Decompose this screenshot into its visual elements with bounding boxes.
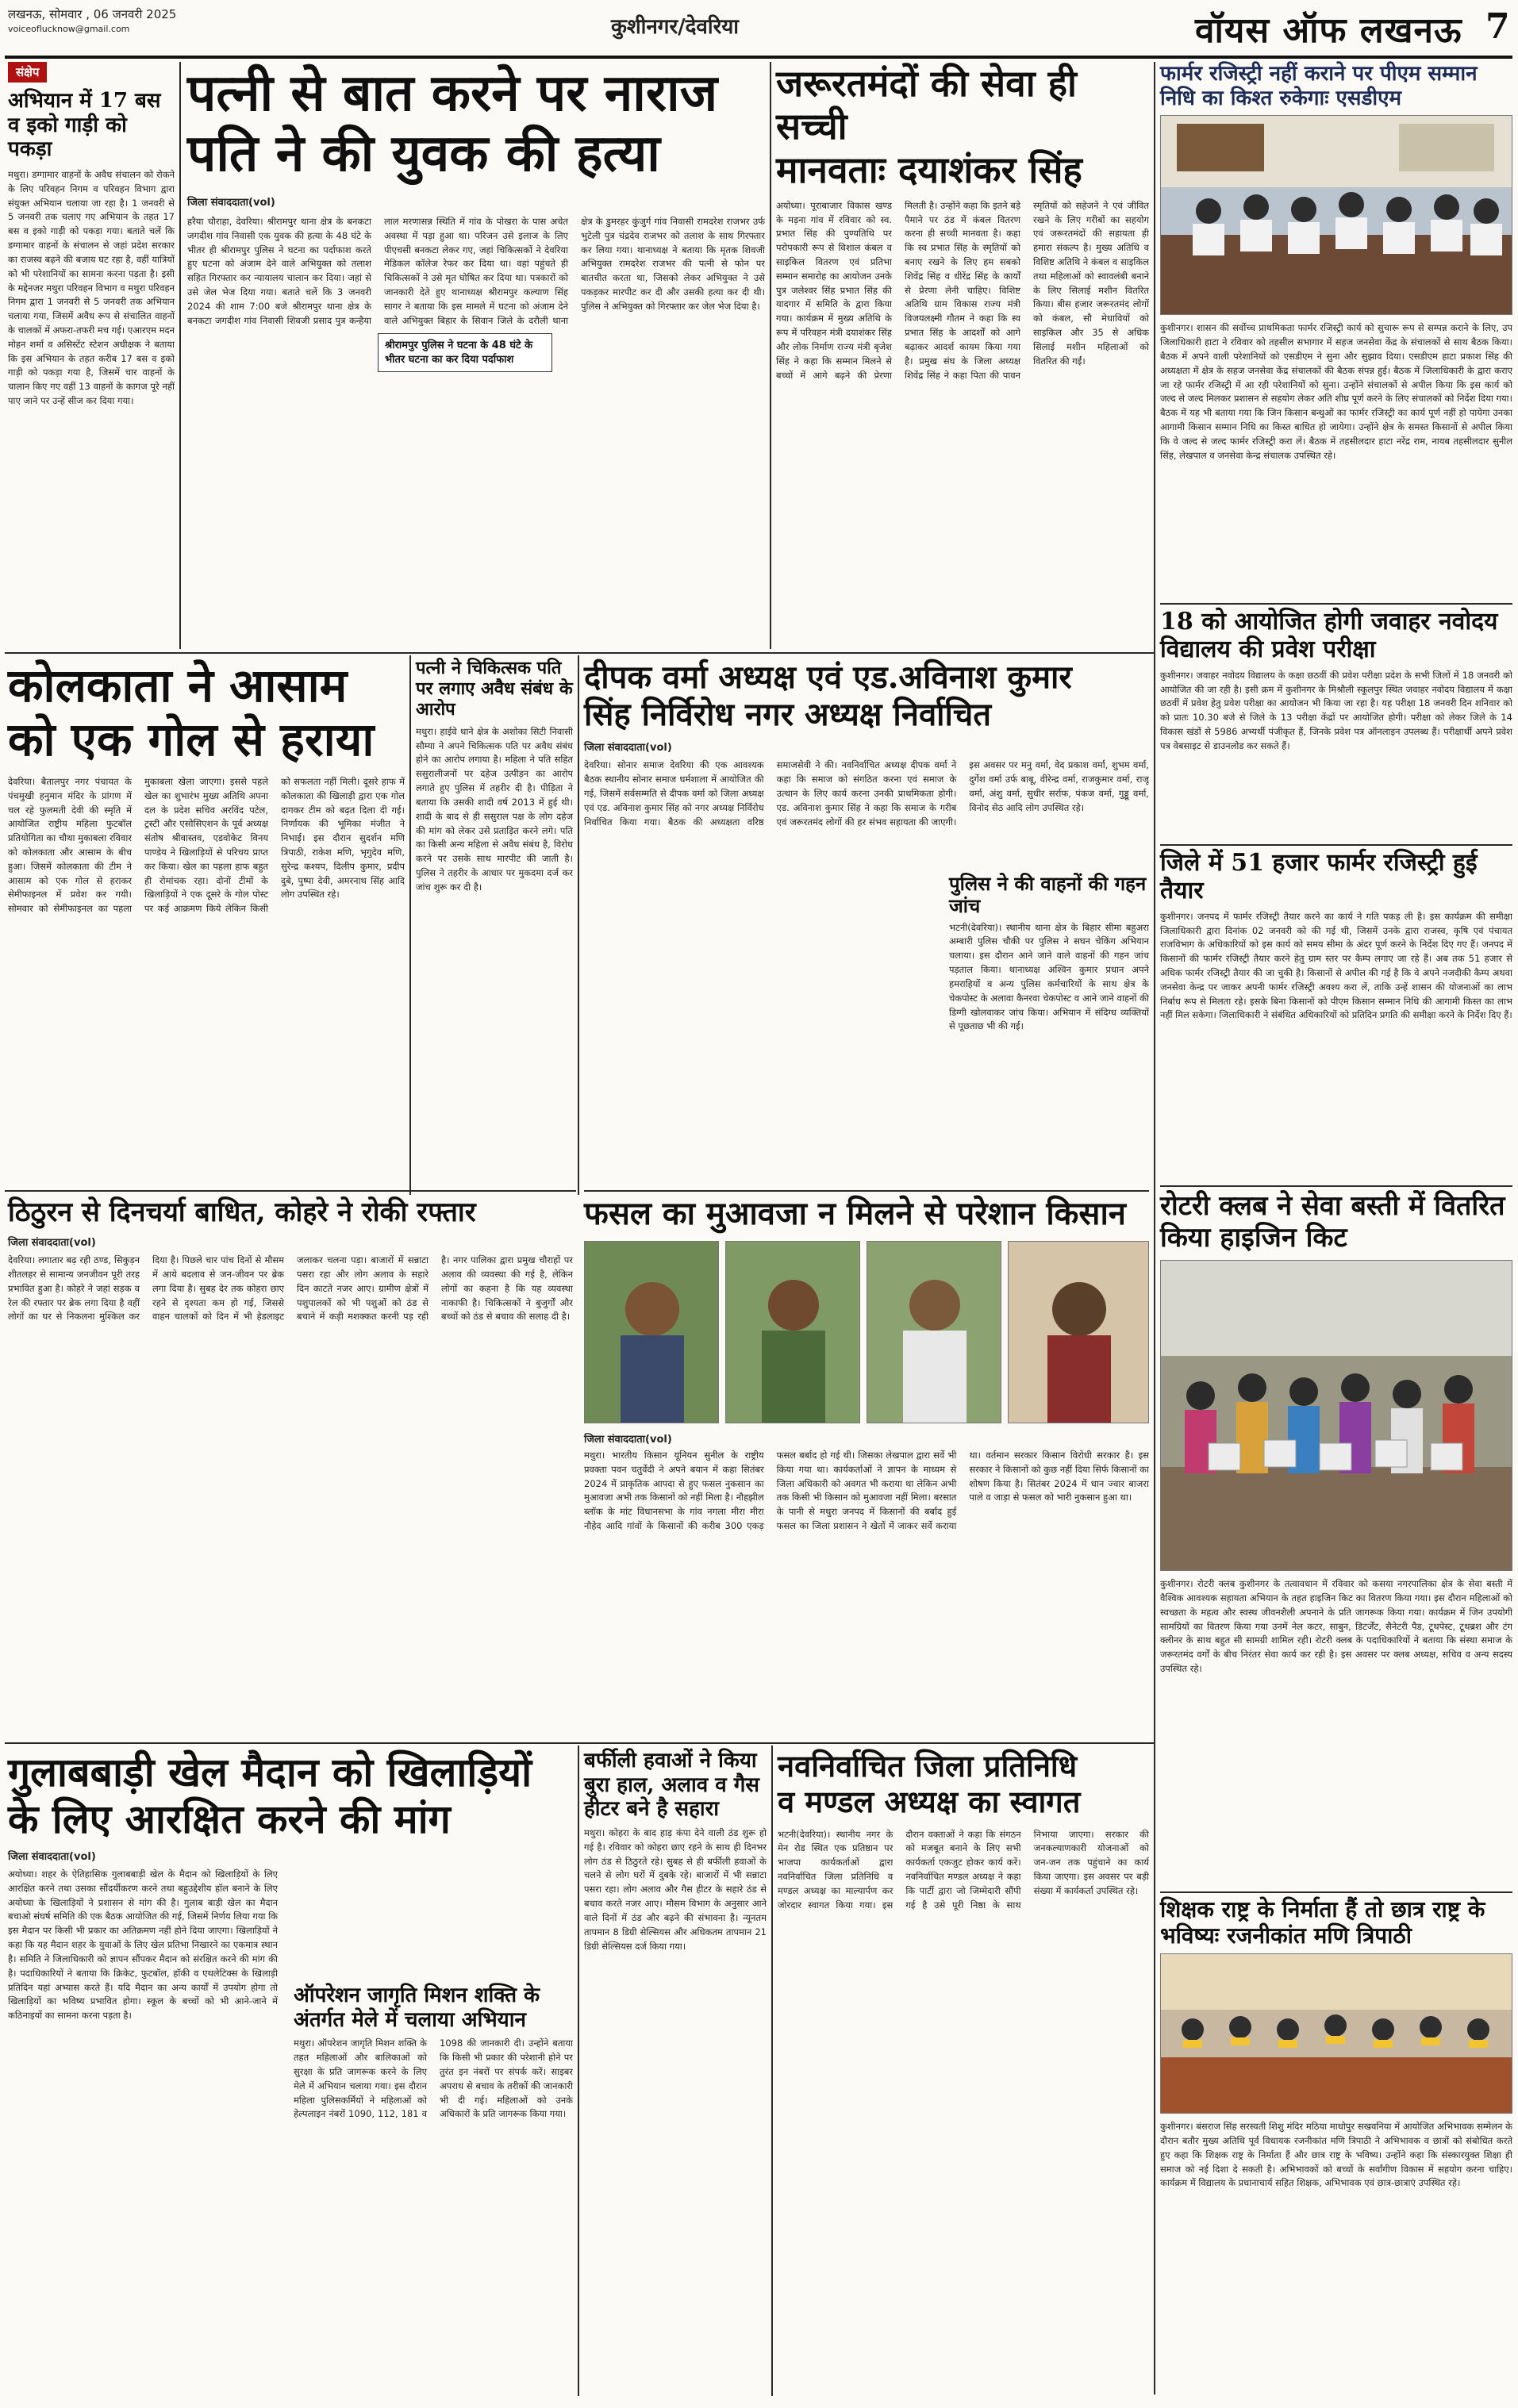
- brief-tag: संक्षेप: [8, 62, 47, 83]
- story-farmer-registry: [1160, 62, 1512, 609]
- affair-body: मथुरा। हाईवे थाने क्षेत्र के अशोका सिटी निवासी सौम्या ने अपने चिकित्सक पति पर अवैध संबंध होने का आरोप लगाया है। महिला ने पति सहित ससुरालीजनों पर दहेज उत्पीड़न का आरोप लगाते हुए पुलिस में तहरीर दी है। पीड़िता ने बताया कि उसकी शादी वर्ष 2013 में हुई थी। शादी के बाद से ही ससुराल पक्ष के लोग दहेज की मांग को लेकर उसे प्रताड़ित करने लगे। पति का किसी अन्य महिला से अवैध संबंध है, विरोध करने पर उसके साथ मारपीट की जाती है। पुलिस ने तहरीर के आधार पर मुकदमा दर्ज कर जांच शुरू कर दी है।: [416, 725, 573, 893]
- murder-pullquote: श्रीरामपुर पुलिस ने घटना के 48 घंटे के भीतर घटना का कर दिया पर्दाफाश: [378, 333, 552, 372]
- farmer-photo-3: [867, 1241, 1001, 1423]
- sidebar-brief: [8, 62, 175, 649]
- masthead-date: लखनऊ, सोमवार , 06 जनवरी 2025: [8, 7, 177, 21]
- seva-headline-1: जरूरतमंदों की सेवा ही सच्ची: [776, 62, 1077, 148]
- barf-body: मथुरा। कोहरा के बाद हाड़ कंपा देने वाली ठंड शुरू हो गई है। रविवार को कोहरा छाए रहने के साथ ही दिनभर लोग ठंड से ठिठुरते रहे। सुबह से ही बर्फीली हवाओं के चलने से लोग घरों में दुबके रहे। बाजारों में भी सन्नाटा पसरा रहा। लोग अलाव और गैस हीटर के सहारे ठंड से बचाव करते नजर आए। मौसम विभाग के अनुसार आने वाले दिनों में ठंड और बढ़ने की संभावना है। न्यूनतम तापमान 8 डिग्री सेल्सियस और अधिकतम तापमान 21 डिग्री सेल्सियस दर्ज किया गया।: [584, 1827, 767, 1952]
- teacher-headline: शिक्षक राष्ट्र के निर्माता हैं तो छात्र राष्ट्र के भविष्यः रजनीकांत मणि त्रिपाठी: [1160, 1896, 1485, 1949]
- brief-headline: अभियान में 17 बस व इको गाड़ी को पकड़ा: [8, 89, 161, 162]
- story-kisan: [584, 1195, 1149, 1742]
- story-teacher: [1160, 1896, 1512, 2396]
- masthead-email: voiceoflucknow@gmail.com: [8, 24, 130, 34]
- divider: [771, 1746, 773, 2396]
- seva-body: अयोध्या। पूराबाजार विकास खण्ड के मड़ना गांव में रविवार को स्व. प्रभात सिंह की पुण्यतिथि पर परोपकारी रूप से विशाल कंबल व साइकिल वितरण एवं प्रतिभा सम्मान समारोह का आयोजन उनके पुत्र जलेश्वर सिंह प्रभात सिंह की यादगार में समिति के द्वारा किया गया। कार्यक्रम में मुख्य अतिथि के रूप में परिवहन मंत्री दयाशंकर सिंह और लोक निर्माण राज्य मंत्री बृजेश सिंह ने कहा कि सम्मान मिलने से बच्चों में आगे बढ़ने की प्रेरणा मिलती है। उन्होंने कहा कि इतने बड़े पैमाने पर ठंड में कंबल वितरण करना ही सच्ची मानवता है। कहा कि स्व प्रभात सिंह के स्मृतियों को बनाए रखने के लिए हम सबको शिवेंद्र सिंह व धीरेंद्र सिंह के कार्यों से प्रेरणा लेनी चाहिए। विशिष्ट अतिथि ग्राम विकास राज्य मंत्री विजयलक्ष्मी गौतम ने कहा कि स्व प्रभात सिंह के आदर्शों को आगे बढ़ाकर आदर्श कायम किया गया है। प्रमुख संघ के जिला अध्यक्ष शिवेंद्र सिंह ने कहा पिता की पावन स्मृतियों को सहेजने ने एवं जीवित रखने के लिए गरीबों का सहयोग एवं जरूरतमंदों की सहायता ही हमारा संकल्प है। मुख्य अतिथि व विशिष्ट अतिथि ने कंबल व साइकिल तथा महिलाओं को स्वावलंबी बनाने के लिए सिलाई मशीन वितरित किया। बीस हजार जरूरतमंद लोगों को कंबल, सौ मेधावियों को साइकिल और 35 से अधिक सिलाई मशीन महिलाओं को वितरित की गईं।: [776, 199, 1149, 381]
- story-kohra: [8, 1196, 573, 1704]
- page-number: 7: [1485, 6, 1510, 47]
- farmer-photo-1: [584, 1241, 719, 1423]
- farmer-registry-headline: फार्मर रजिस्ट्री नहीं कराने पर पीएम सम्मान निधि का किश्त रुकेगाः एसडीएम: [1160, 62, 1478, 110]
- teacher-photo: [1160, 1953, 1512, 2114]
- rotary-body: कुशीनगर। रोटरी क्लब कुशीनगर के तत्वावधान में रविवार को कसया नगरपालिका क्षेत्र के सेवा बस्ती में वैश्विक आवश्यक सहायता अभियान के तहत हाइजिन किट का वितरण किया गया। इस दौरान महिलाओं को स्वच्छता के महत्व और स्वस्थ जीवनशैली अपनाने के प्रति जागरूक किया गया। कार्यक्रम में जिन उपयोगी सामग्रियों का वितरण किया गया उनमें नेल कटर, साबुन, डिटर्जेंट, सैनेटरी पैड, टूथपेस्ट, टूथब्रश और टंग क्लीनर के साथ बहुत सी सामग्री शामिल रही। रोटरी क्लब के पदाधिकारियों ने बताया कि संस्था समाज के जरूरतमंद वर्गों के बीच निरंतर सेवा कार्य कर रही है। इस अवसर पर क्लब अध्यक्ष, सचिव व अन्य सदस्य उपस्थित रहे।: [1160, 1578, 1512, 1675]
- kisan-headline: फसल का मुआवजा न मिलने से परेशान किसान: [584, 1195, 1126, 1232]
- navodaya-body: कुशीनगर। जवाहर नवोदय विद्यालय के कक्षा छठवीं की प्रवेश परीक्षा प्रदेश के सभी जिलों में 18 जनवरी को आयोजित की जा रही है। इसी क्रम में कुशीनगर के मिश्रौली स्कूलपुर स्थित जवाहर नवोदय विद्यालय में कक्षा छठवीं में प्रवेश हेतु प्रवेश परीक्षा का आयोजन भी किया जा रहा है। यह परीक्षा 18 जनवरी दिन शनिवार को को प्रातः 10.30 बजे से जिले के 13 परीक्षा केंद्रों पर आयोजित होगी। परीक्षा को लेकर जिले के 14 विकास खंडों से 5986 अभ्यर्थी पंजीकृत हैं, जिनके प्रवेश पत्र ऑनलाइन उपलब्ध हैं। परीक्षार्थी अपने प्रवेश पत्र वेबसाइट से डाउनलोड कर सकते हैं।: [1160, 669, 1512, 751]
- story-welcome: [778, 1749, 1149, 2399]
- election-headline-1: दीपक वर्मा अध्यक्ष एवं एड.अविनाश कुमार: [584, 659, 1072, 696]
- police-headline: पुलिस ने की वाहनों की गहन जांच: [949, 872, 1147, 918]
- rotary-headline: रोटरी क्लब ने सेवा बस्ती में वितरित किया हाइजिन किट: [1160, 1190, 1505, 1254]
- murder-headline-2: पति ने की युवक की हत्या: [187, 123, 660, 183]
- kohra-headline: ठिठुरन से दिनचर्या बाधित, कोहरे ने रोकी रफ्तार: [8, 1196, 476, 1228]
- story-operation: [294, 1888, 573, 2396]
- kohra-body: देवरिया। लगातार बढ़ रही ठण्ड, सिकुड़न शीतलहर से सामान्य जनजीवन पूरी तरह प्रभावित हुआ है। कोहरे ने जहां सड़क व रेल की रफ्तार पर ब्रेक लगा दिया है वहीं लोगों का घर से निकलना मुश्किल कर दिया है। पिछले चार पांच दिनों से मौसम में आये बदलाव से जन-जीवन पर ब्रेक लगा दिया है। सुबह देर तक कोहरा छाए रहने से दृश्यता कम हो गई, जिससे वाहन चालकों को दिन में भी हेडलाइट जलाकर चलना पड़ा। बाजारों में सन्नाटा पसरा रहा और लोग अलाव के सहारे दिन काटते नजर आए। ग्रामीण क्षेत्रों में पशुपालकों को भी पशुओं को ठंड से बचाने में कड़ी मशक्कत करनी पड़ रही है। नगर पालिका द्वारा प्रमुख चौराहों पर अलाव की व्यवस्था की गई है, लेकिन लोगों का कहना है कि यह व्यवस्था नाकाफी है। चिकित्सकों ने बुजुर्गों और बच्चों को ठंड से बचाव की सलाह दी है।: [8, 1254, 573, 1323]
- story-rotary: [1160, 1190, 1512, 1888]
- election-byline: जिला संवाददाता(vol): [584, 742, 672, 755]
- operation-body: मथुरा। ऑपरेशन जागृति मिशन शक्ति के तहत महिलाओं और बालिकाओं को सुरक्षा के प्रति जागरूक करने के लिए मेले में अभियान चलाया गया। इस दौरान महिला पुलिसकर्मियों ने महिलाओं को हेल्पलाइन नंबरों 1090, 112, 181 व 1098 की जानकारी दी। उन्होंने बताया कि किसी भी प्रकार की परेशानी होने पर तुरंत इन नंबरों पर संपर्क करें। साइबर अपराध से बचाव के तरीकों की जानकारी भी दी गई। महिलाओं को उनके अधिकारों के प्रति जागरूक किया गया।: [294, 2037, 573, 2120]
- election-headline-2: सिंह निर्विरोध नगर अध्यक्ष निर्वाचित: [584, 696, 992, 734]
- police-body: भटनी(देवरिया)। स्थानीय थाना क्षेत्र के बिहार सीमा बहुअरा अम्बारी पुलिस चौकी पर पुलिस ने सघन चेकिंग अभियान चलाया। इस दौरान आने जाने वाले वाहनों की गहन जांच पड़ताल किया। थानाध्यक्ष अश्विन कुमार प्रधान अपने हमराहियों व अन्य पुलिस कर्मचारियों के साथ क्षेत्र के चेकपोस्ट के अलावा कैनरवा चेकपोस्ट व आने जाने वाहनों की डिग्गी खोलवाकर जांच किया। अभियान में संदिग्ध व्यक्तियों से पूछताछ भी की गई।: [949, 921, 1149, 1032]
- affair-headline: पत्नी ने चिकित्सक पति पर लगाए अवैध संबंध के आरोप: [416, 658, 573, 720]
- kisan-photos: [584, 1241, 1149, 1423]
- divider: [409, 655, 411, 1195]
- divider: [5, 1190, 576, 1192]
- ground-headline-2: के लिए आरक्षित करने की मांग: [8, 1795, 451, 1842]
- divider: [1160, 1185, 1512, 1187]
- registry-51-body: कुशीनगर। जनपद में फार्मर रजिस्ट्री तैयार करने का कार्य ने गति पकड़ ली है। इस कार्यक्रम की समीक्षा जिलाधिकारी द्वारा दिनांक 02 जनवरी को की गई थी, जिसमें उनके द्वारा राजस्व, कृषि एवं पंचायत राजविभाग के अधिकारियों को इस कार्य को समय सीमा के अंदर पूर्ण करने के निर्देश दिए गए हैं। जनपद में किसानों की फार्मर रजिस्ट्री तैयार करने हेतु ग्राम स्तर पर कैम्प लगाए जा रहे हैं। अब तक 51 हजार से अधिक फार्मर रजिस्ट्री तैयार की जा चुकी है। किसानों से अपील की गई है कि वे अपने नजदीकी कैम्प अथवा जनसेवा केन्द्र पर जाकर अपनी फार्मर रजिस्ट्री अवश्य करा लें, ताकि उन्हें शासन की योजनाओं का लाभ निर्बाध रूप से मिलता रहे। इसके बिना किसानों को पीएम किसान सम्मान निधि की आगामी किस्त का लाभ नहीं मिल सकेगा। जिलाधिकारी ने संबंधित अधिकारियों को प्रतिदिन प्रगति की समीक्षा करने के निर्देश दिए हैं।: [1160, 910, 1512, 1021]
- seva-headline-2: मानवताः दयाशंकर सिंह: [776, 148, 1082, 191]
- section-title: कुशीनगर/देवरिया: [611, 15, 740, 39]
- masthead-rule: [5, 56, 1512, 59]
- navodaya-headline: 18 को आयोजित होगी जवाहर नवोदय विद्यालय की प्रवेश परीक्षा: [1160, 608, 1498, 664]
- rotary-photo: [1160, 1260, 1512, 1571]
- kisan-body: मथुरा। भारतीय किसान यूनियन सुनील के राष्ट्रीय प्रवक्ता पवन चतुर्वेदी ने अपने बयान में कहा सितंबर 2024 में प्राकृतिक आपदा से हुए फसल नुकसान का मुआवजा अभी तक किसानों को नहीं मिला है। नौहझील ब्लॉक के मांट विधानसभा के गांव नगला मीरा मीरा नौहेद आदि गांवों के किसानों की करीब 300 एकड़ फसल बर्बाद हो गई थी। जिसका लेखपाल द्वारा सर्वे भी किया गया था। कार्यकर्ताओं ने ज्ञापन के माध्यम से जिला अधिकारी को अवगत भी कराया था लेकिन अभी तक किसी भी किसान को मुआवजा नहीं मिला। बरसात के पानी से मथुरा जनपद में किसानों की बर्बाद हुई फसल का जिला प्रशासन ने खेतों में जाकर सर्वे कराया था। वर्तमान सरकार किसान विरोधी सरकार है। इस सरकार ने किसानों को कुछ नहीं दिया सिर्फ किसानों का शोषण किया है। सितंबर 2024 में धान ज्वार बाजरा पाले व जाड़ा से फसल को भारी नुकसान हुआ था।: [584, 1450, 1149, 1532]
- story-registry-51: [1160, 849, 1512, 1182]
- farmer-photo-4: [1008, 1241, 1149, 1423]
- story-affair: [416, 659, 573, 1174]
- divider: [1160, 603, 1512, 605]
- ground-headline-1: गुलाबबाड़ी खेल मैदान को खिलाड़ियों: [8, 1749, 532, 1795]
- divider: [1154, 62, 1155, 2395]
- story-murder: [187, 63, 765, 643]
- kolkata-body: देवरिया। बैतालपुर नगर पंचायत के पंचमुखी हनुमान मंदिर के प्रांगण में चल रहे फुलमती देवी की स्मृति में आयोजित राष्ट्रीय महिला फुटबॉल प्रतियोगिता का चौथा मुकाबला रविवार को कोलकाता और आसाम के बीच हुआ। जिसमें कोलकाता की टीम ने आसाम को एक गोल से हराकर सेमीफाइनल में प्रवेश कर गयी। सोमवार को सेमीफाइनल का पहला मुकाबला खेला जाएगा। इससे पहले खेल का शुभारंभ मुख्य अतिथि अपना दल के प्रदेश सचिव अरविंद पटेल, ट्रस्टी और एसोसिएशन के पूर्व अध्यक्ष संतोष श्रीवास्तव, एडवोकेट विनय पाण्डेय ने खिलाड़ियों से परिचय प्राप्त कर किया। खेल का पहला हाफ बहुत ही रोमांचक रहा। दोनों टीमों के खिलाड़ियों ने एक दूसरे के गोल पोस्ट पर कई आक्रमण किये लेकिन किसी को सफलता नहीं मिली। दूसरे हाफ में कोलकाता की खिलाड़ी द्वारा एक गोल दागकर टीम को बढ़त दिला दी गई। निर्णायक की भूमिका मंजीत ने निभाई। इस दौरान सुदर्शन मणि त्रिपाठी, राकेश मणि, भृगुदेव मणि, सुरेन्द्र कश्यप, दिलीप कुमार, प्रदीप दुबे, पुष्पा देवी, अमरनाथ सिंह आदि लोग उपस्थित रहे।: [8, 775, 405, 915]
- welcome-headline-1: नवनिर्वाचित जिला प्रतिनिधि: [778, 1748, 1078, 1784]
- kolkata-headline-2: को एक गोल से हराया: [8, 712, 375, 767]
- divider: [584, 1190, 1149, 1192]
- welcome-headline-2: व मण्डल अध्यक्ष का स्वागत: [778, 1783, 1081, 1819]
- story-police: [949, 873, 1149, 1182]
- operation-headline: ऑपरेशन जागृति मिशन शक्ति के अंतर्गत मेले में चलाया अभियान: [294, 1984, 540, 2032]
- ground-body-cont: [294, 1888, 573, 1984]
- kohra-byline: जिला संवाददाता(vol): [8, 1237, 96, 1250]
- meeting-photo: [1160, 115, 1512, 315]
- ground-byline: जिला संवाददाता(vol): [8, 1851, 96, 1863]
- story-seva: [776, 62, 1149, 649]
- kisan-byline: जिला संवाददाता(vol): [584, 1434, 672, 1446]
- divider: [5, 1742, 1154, 1744]
- brand-name: वॉयस ऑफ लखनऊ: [1195, 10, 1462, 51]
- kolkata-headline-1: कोलकाता ने आसाम: [8, 659, 348, 712]
- story-kolkata: [8, 659, 405, 1150]
- registry-51-headline: जिले में 51 हजार फार्मर रजिस्ट्री हुई तैयार: [1160, 849, 1478, 905]
- election-body: देवरिया। सोनार समाज देवरिया की एक आवश्यक बैठक स्थानीय सोनार समाज धर्मशाला में आयोजित की गई, जिसमें सर्वसम्मति से दीपक वर्मा को जिला अध्यक्ष एवं एड. अविनाश कुमार सिंह को नगर अध्यक्ष निर्विरोध निर्वाचित किया गया। बैठक की अध्यक्षता वरिष्ठ समाजसेवी ने की। नवनिर्वाचित अध्यक्ष दीपक वर्मा ने कहा कि समाज को संगठित करना एवं समाज के उत्थान के लिए कार्य करना उनकी प्राथमिकता होगी। एड. अविनाश कुमार सिंह ने कहा कि समाज के गरीब एवं जरूरतमंद लोगों की हर संभव सहायता की जाएगी। इस अवसर पर मनु वर्मा, वेद प्रकाश वर्मा, शुभम वर्मा, दुर्गेश वर्मा उर्फ बाबू, वीरेन्द्र वर्मा, राजकुमार वर्मा, राजू वर्मा, अंशु वर्मा, सुधीर सर्राफ, पंकज वर्मा, गुड्डू वर्मा, विनोद सेठ आदि लोग उपस्थित रहे।: [584, 759, 1149, 828]
- story-barf: [584, 1749, 767, 2399]
- divider: [179, 62, 181, 649]
- farmer-photo-2: [725, 1241, 860, 1423]
- story-navodaya: [1160, 608, 1512, 846]
- teacher-body: कुशीनगर। बंसराज सिंह सरस्वती शिशु मंदिर मठिया माधोपुर सखवनिया में आयोजित अभिभावक सम्मेलन के दौरान बतौर मुख्य अतिथि पूर्व विधायक रजनीकांत मणि त्रिपाठी ने अभिभावक व छात्रों को संबोधित करते हुए कहा कि शिक्षक राष्ट्र के निर्माता हैं और छात्र राष्ट्र के भविष्य। उन्होंने कहा कि संस्कारयुक्त शिक्षा ही समाज को नई दिशा दे सकती है। अभिभावकों को बच्चों के सर्वांगीण विकास में सहयोग करना चाहिए। कार्यक्रम में विद्यालय के प्रधानाचार्य सहित शिक्षक, अभिभावक एवं छात्र-छात्राएं उपस्थित रहे।: [1160, 2121, 1512, 2189]
- murder-headline-1: पत्नी से बात करने पर नाराज: [187, 63, 718, 123]
- brief-body: मथुरा। डग्गामार वाहनों के अवैध संचालन को रोकने के लिए परिवहन निगम व परिवहन विभाग द्वारा संयुक्त अभियान चलाया जा रहा है। 1 जनवरी से 5 जनवरी तक चलाए गए अभियान के तहत 17 बस व इको गाड़ी को पकड़ा गया। बताते चलें कि डग्गामार वाहनों के संचालन से जहां प्रदेश सरकार का राजस्व बढ़ने की बजाय घट रहा है, वहीं यात्रियों को भी परेशानियों का सामना करना पड़ता है। इसी के मद्देनजर मथुरा परिवहन विभाग व मथुरा परिवहन निगम द्वारा 1 जनवरी से 5 जनवरी तक अभियान चलाया गया, जिसमें अवैध रूप से संचालित वाहनों के चालकों में अफरा-तफरी मच गई। एआरएम मदन मोहन शर्मा व असिस्टेंट स्टेशन अधीक्षक ने बताया कि इस अभियान के तहत करीब 17 बस व इको गाड़ी को पकड़ा गया है, जिसमें चार वाहनों के चालान किए गए वहीं 13 वाहनों के कागज पूरे नहीं पाए जाने पर उन्हें सीज कर दिया गया।: [8, 169, 175, 407]
- divider: [5, 652, 1154, 654]
- murder-byline: जिला संवाददाता(vol): [187, 197, 275, 209]
- divider: [578, 1746, 579, 2396]
- welcome-body: भटनी(देवरिया)। स्थानीय नगर के मेन रोड स्थित एक प्रतिष्ठान पर भाजपा कार्यकर्ताओं द्वारा नवनिर्वाचित जिला प्रतिनिधि व मण्डल अध्यक्ष का माल्यार्पण कर जोरदार स्वागत किया गया। इस दौरान वक्ताओं ने कहा कि संगठन को मजबूत बनाने के लिए सभी कार्यकर्ता एकजुट होकर कार्य करें। नवनिर्वाचित मण्डल अध्यक्ष ने कहा कि पार्टी द्वारा जो जिम्मेदारी सौंपी गई है उसे पूरी निष्ठा के साथ निभाया जाएगा। सरकार की जनकल्याणकारी योजनाओं को जन-जन तक पहुंचाने का कार्य किया जाएगा। इस अवसर पर बड़ी संख्या में कार्यकर्ता उपस्थित रहे।: [778, 1828, 1149, 1911]
- farmer-registry-body: कुशीनगर। शासन की सर्वोच्च प्राथमिकता फार्मर रजिस्ट्री कार्य को सुचारू रूप से सम्पन्न कराने के लिए, उप जिलाधिकारी हाटा ने रविवार को तहसील सभागार में सहज जनसेवा केंद्र के संचालकों से साथ बैठक किया। बैठक में अपने वाली परेशानियों को एसडीएम ने सुना और सुझाव दिया। एसडीएम हाटा प्रकाश सिंह की अध्यक्षता में क्षेत्र के सहज जनसेवा केंद्र संचालकों की बैठक संपन्न हुई। बैठक में जिलाधिकारी के द्वारा कराए जा रहे फार्मर रजिस्ट्री में आ रही परेशानियों को सुना। उन्होंने संचालकों से अपील किया कि इस कार्य को जल्द से जल्द मिलकर प्रशासन से सहयोग लेकर अति शीघ्र पूर्ण करने के लिए संचालकों को निर्देश दिया गया। बैठक में यह भी बताया गया कि जिन किसान बन्धुओं का फार्मर रजिस्ट्री का कार्य पूर्ण नहीं हो पायेगा उनका आगामी किसान सम्मान निधि का किस्त बाधित हो जायेगा। उन्होंने क्षेत्र के समस्त किसानों से अपील किया कि वे जल्द से जल्द फार्मर रजिस्ट्री करा लें। बैठक में तहसीलदार हाटा नरेंद्र राम, नायब तहसीलदार सुनील सिंह, लेखपाल व जनसेवा केन्द्र संचालक उपस्थित रहे।: [1160, 322, 1512, 461]
- ground-body: अयोध्या। शहर के ऐतिहासिक गुलाबबाड़ी खेल के मैदान को खिलाड़ियों के लिए आरक्षित करने तथा उसका सौंदर्यीकरण करने तथा बहुउद्देशीय हॉल बनाने के लिए अयोध्या के खिलाड़ियों ने प्रशासन से मांग की है। गुलाब बाड़ी खेल का मैदान बचाओ संघर्ष समिति की एक बैठक आयोजित की गई, जिसमें निर्णय लिया गया कि इस मैदान पर किसी भी प्रकार का अतिक्रमण नहीं होने दिया जाएगा। खिलाड़ियों ने कहा कि यह मैदान शहर के युवाओं के लिए खेल प्रतिभा निखारने का एकमात्र स्थान है। समिति ने जिलाधिकारी को ज्ञापन सौंपकर मैदान को संरक्षित करने की मांग की है। पदाधिकारियों ने बताया कि क्रिकेट, फुटबॉल, हॉकी व एथलेटिक्स के खिलाड़ी प्रतिदिन यहां अभ्यास करते हैं। यदि मैदान का अन्य कार्यों में उपयोग होगा तो खिलाड़ियों का भविष्य प्रभावित होगा। स्कूल के बच्चों को भी आने-जाने में कठिनाइयों का सामना करना पड़ता है।: [8, 1868, 278, 2022]
- murder-body: हरैया चौराहा, देवरिया। श्रीरामपुर थाना क्षेत्र के बनकटा जगदीश गांव निवासी एक युवक की हत्या के 48 घंटे के भीतर ही श्रीरामपुर पुलिस ने घटना का पर्दाफाश करते हुए घटना को अंजाम देने वाले अभियुक्त को तलाश सहित गिरफ्तार कर न्यायालय चालान कर दिया। जहां से उसे जेल भेज दिया गया। बताते चलें कि 3 जनवरी 2024 की शाम 7:00 बजे श्रीरामपुर थाना क्षेत्र के बनकटा जगदीश गांव निवासी शिवजी प्रसाद पुत्र कन्हैया लाल मरणासन्न स्थिति में गांव के पोखरा के पास अचेत अवस्था में पड़ा हुआ था। परिजन उसे इलाज के लिए पीएचसी बनकटा लेकर गए, जहां चिकित्सकों ने देवरिया मेडिकल कॉलेज रेफर कर दिया था। वहां पहुंचते ही चिकित्सकों ने उसे मृत घोषित कर दिया था। पत्रकारों को जानकारी देते हुए थानाध्यक्ष श्रीरामपुर कल्याण सिंह सागर ने बताया कि इस मामले में घटना को अंजाम देने वाले अभियुक्त बिहार के सिवान जिले के दरौली थाना क्षेत्र के डुमरहर कुंजुर्ग गांव निवासी रामदरेश राजभर उर्फ भुटेली पुत्र चंद्रदेव राजभर को तलाश के साथ गिरफ्तार कर लिया गया। थानाध्यक्ष ने बताया कि मृतक शिवजी अभियुक्त रामदरेश राजभर की पत्नी से फोन पर बातचीत करता था, जिसको लेकर अभियुक्त ने उसे पकड़कर मारपीट कर दी और उसकी हत्या कर दी थी। पुलिस ने अभियुक्त को गिरफ्तार कर जेल भेज दिया है।: [187, 216, 765, 326]
- barf-headline: बर्फीली हवाओं ने किया बुरा हाल, अलाव व गैस हीटर बने है सहारा: [584, 1749, 759, 1822]
- divider: [1160, 844, 1512, 846]
- divider: [770, 62, 771, 649]
- divider: [578, 655, 579, 1195]
- divider: [1160, 1891, 1512, 1893]
